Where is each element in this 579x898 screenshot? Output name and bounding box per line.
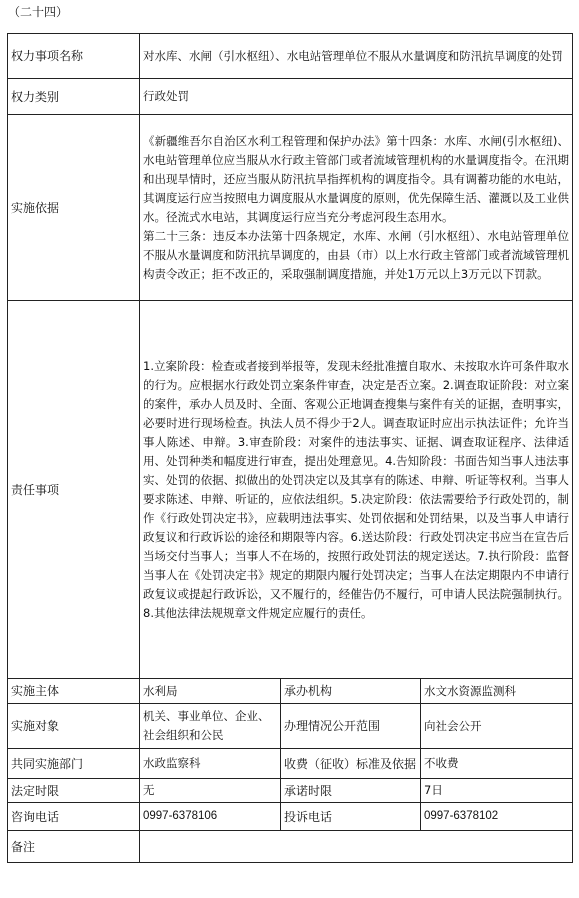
value-agency: 水文水资源监测科 [421,679,573,704]
row-basis [8,115,573,301]
label-remark: 备注 [8,831,140,863]
value-dept: 水政监察科 [140,749,281,779]
basis-paragraph-2: 第二十三条：违反本办法第十四条规定，水库、水闸（引水枢纽）、水电站管理单位不服从水量调度和防汛抗旱调度的，由县（市）以上水行政主管部门或者流域管理机构责令改正；拒不改正的，采取强制调度措施，并处1万元以上3万元以下罚款。 [143,228,569,281]
row-duty [8,301,573,679]
row-item-name [8,34,573,79]
label-fee: 收费（征收）标准及依据 [281,749,421,779]
value-remark [140,831,573,863]
value-duty [140,301,573,679]
value-complaint-phone: 0997-6378102 [421,803,573,831]
label-consult-phone: 咨询电话 [8,803,140,831]
value-subject: 水利局 [140,679,281,704]
value-fee: 不收费 [421,749,573,779]
label-dept: 共同实施部门 [8,749,140,779]
row-dept [8,749,573,779]
label-disclosure: 办理情况公开范围 [281,704,421,749]
duty-text: 1.立案阶段：检查或者接到举报等，发现未经批准擅自取水、未按取水许可条件取水的行为。应根据水行政处罚立案条件审查，决定是否立案。2.调查取证阶段：对立案的案件，承办人员及时、全面、客观公正地调查搜集与案件有关的证据，查明事实，必要时进行现场检查。执法人员不得少于2人。调查取证时应出示执法证件；允许当事人陈述、申辩。3.审查阶段：对案件的违法事实、证据、调查取证程序、法律适用、处罚种类和幅度进行审查，提出处理意见。4.告知阶段：书面告知当事人违法事实、处罚的依据、拟做出的处罚决定以及其享有的陈述、申辩、听证等权利。当事人要求陈述、申辩、听证的，应依法组织。5.决定阶段：依法需要给予行政处罚的，制作《行政处罚决定书》，应载明违法事实、处罚依据和处罚结果，以及当事人申请行政复议和行政诉讼的途径和期限等内容。6.送达阶段：行政处罚决定书应当在宣告后当场交付当事人；当事人不在场的，按照行政处罚法的规定送达。7.执行阶段：监督当事人在《处罚决定书》规定的期限内履行处罚决定；当事人在法定期限内不申请行政复议或提起行政诉讼，又不履行的，经催告仍不履行，可申请人民法院强制执行。8.其他法律法规规章文件规定应履行的责任。 [143,358,569,620]
basis-paragraph-1: 《新疆维吾尔自治区水利工程管理和保护办法》第十四条：水库、水闸(引水枢纽)、水电站管理单位应当服从水行政主管部门或者流域管理机构的水量调度指令。在汛期和出现旱情时，还应当服从防汛抗旱指挥机构的调度指令。具有调蓄功能的水电站，其调度运行应当按照电力调度服从水量调度的原则，优先保障生活、灌溉以及工业供水。径流式水电站，其调度运行应当充分考虑河段生态用水。 [143,133,569,224]
label-agency: 承办机构 [281,679,421,704]
section-heading: （二十四） [8,5,69,19]
value-disclosure: 向社会公开 [421,704,573,749]
row-subject [8,679,573,704]
label-duty: 责任事项 [8,301,140,679]
row-category [8,79,573,115]
label-target: 实施对象 [8,704,140,749]
value-item-name: 对水库、水闸（引水枢纽）、水电站管理单位不服从水量调度和防汛抗旱调度的处罚 [140,34,573,79]
label-category: 权力类别 [8,79,140,115]
label-promise-limit: 承诺时限 [281,779,421,803]
row-phone [8,803,573,831]
row-remark [8,831,573,863]
row-target [8,704,573,749]
power-item-table [7,33,573,863]
value-basis [140,115,573,301]
label-legal-limit: 法定时限 [8,779,140,803]
value-category: 行政处罚 [140,79,573,115]
value-consult-phone: 0997-6378106 [140,803,281,831]
value-promise-limit: 7日 [421,779,573,803]
value-legal-limit: 无 [140,779,281,803]
label-item-name: 权力事项名称 [8,34,140,79]
label-subject: 实施主体 [8,679,140,704]
label-complaint-phone: 投诉电话 [281,803,421,831]
label-basis: 实施依据 [8,115,140,301]
row-limit [8,779,573,803]
value-target: 机关、事业单位、企业、社会组织和公民 [140,704,281,749]
